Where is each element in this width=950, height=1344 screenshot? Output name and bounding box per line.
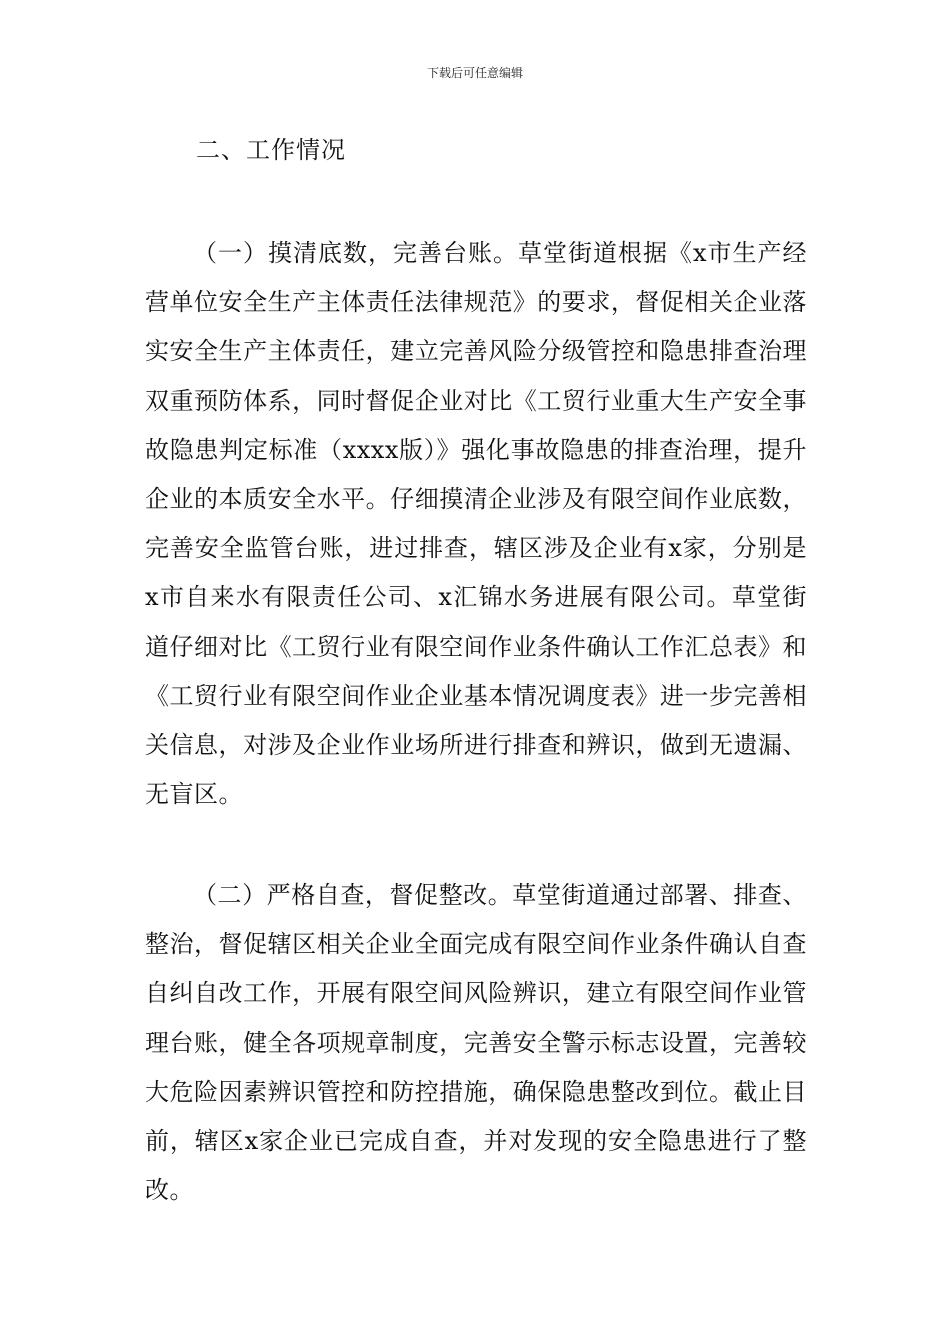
paragraph-1: （一）摸清底数，完善台账。草堂街道根据《x市生产经营单位安全生产主体责任法律规范》的要求，督促相关企业落实安全生产主体责任，建立完善风险分级管控和隐患排查治理双重预防体系，同时督促企业对比《工贸行业重大生产安全事故隐患判定标准（xxxx版）》强化事故隐患的排查治理，提升企业的本质安全水平。仔细摸清企业涉及有限空间作业底数，完善安全监管台账，进过排查，辖区涉及企业有x家，分别是x市自来水有限责任公司、x汇锦水务进展有限公司。草堂街道仔细对比《工贸行业有限空间作业条件确认工作汇总表》和《工贸行业有限空间作业企业基本情况调度表》进一步完善相关信息，对涉及企业作业场所进行排查和辨识，做到无遗漏、无盲区。 (145, 239, 807, 809)
section-heading: 二、工作情况 (196, 136, 346, 164)
page-header-note: 下载后可任意编辑 (426, 66, 523, 80)
paragraph-2: （二）严格自查，督促整改。草堂街道通过部署、排查、整治，督促辖区相关企业全面完成有限空间作业条件确认自查自纠自改工作，开展有限空间风险辨识，建立有限空间作业管理台账，健全各项规章制度，完善安全警示标志设置，完善较大危险因素辨识管控和防控措施，确保隐患整改到位。截止目前，辖区x家企业已完成自查，并对发现的安全隐患进行了整改。 (145, 881, 807, 1205)
